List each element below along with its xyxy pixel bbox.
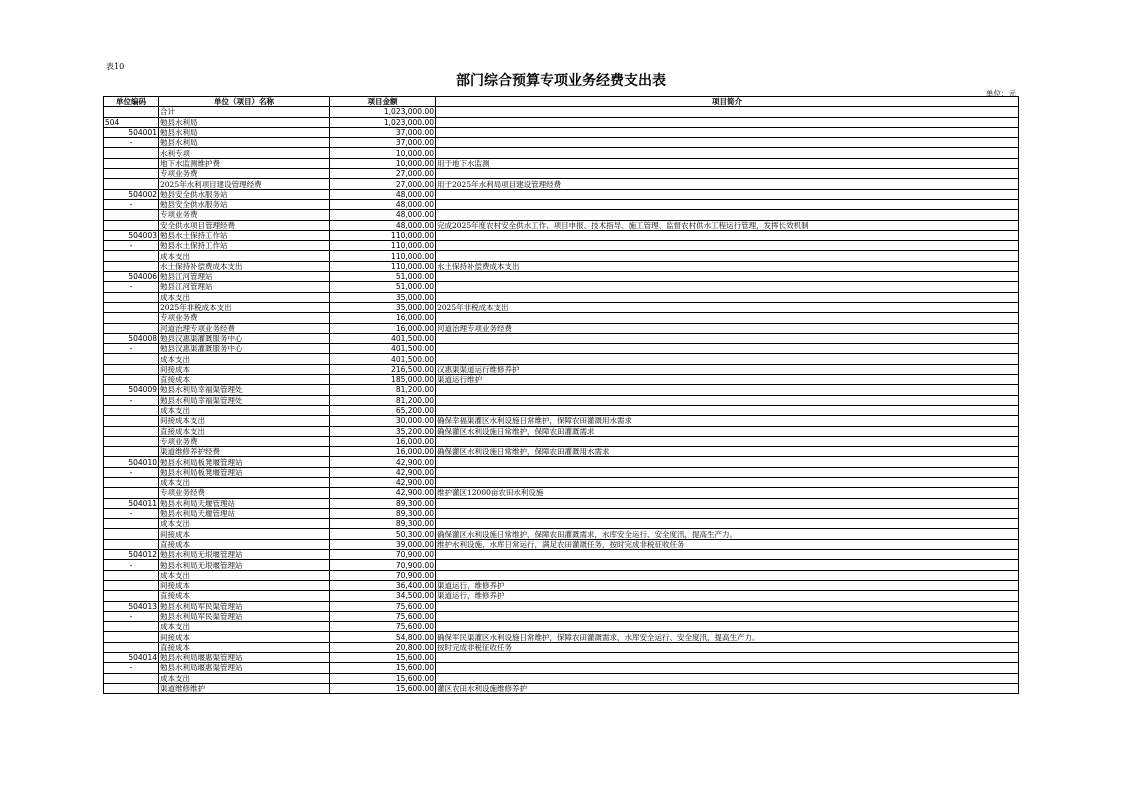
cell-amount: 89,300.00: [330, 498, 436, 508]
cell-name: 直接成本: [159, 539, 330, 549]
table-row: [104, 622, 1019, 632]
cell-name: 成本支出: [159, 477, 330, 487]
table-row: [104, 385, 1019, 395]
cell-name: 勉县水利局: [159, 117, 330, 127]
cell-name: 勉县水利局: [159, 138, 330, 148]
cell-name: 成本支出: [159, 251, 330, 261]
cell-amount: 35,200.00: [330, 426, 436, 436]
cell-desc: 完成2025年度农村安全供水工作、项目申报、技术指导、施工管理、监督农村供水工程运行管理，发挥长效机制: [436, 220, 1019, 230]
cell-name: 水利专项: [159, 148, 330, 158]
cell-amount: 15,600.00: [330, 683, 436, 693]
cell-code: [104, 261, 159, 271]
cell-code: -: [104, 560, 159, 570]
cell-desc: [436, 189, 1019, 199]
cell-desc: [436, 199, 1019, 209]
table-row: [104, 189, 1019, 199]
header-desc: 项目简介: [436, 97, 1019, 107]
cell-name: 勉县汉惠渠灌溉服务中心: [159, 333, 330, 343]
cell-desc: 确保军民渠灌区水利设施日常维护，保障农田灌溉需求，水库安全运行、安全度汛，提高生产力。: [436, 632, 1019, 642]
table-body: [104, 107, 1019, 694]
cell-name: 成本支出: [159, 570, 330, 580]
cell-name: 专项业务费: [159, 210, 330, 220]
cell-code: [104, 570, 159, 580]
cell-code: [104, 447, 159, 457]
table-row: [104, 292, 1019, 302]
cell-amount: 16,000.00: [330, 447, 436, 457]
cell-desc: [436, 354, 1019, 364]
cell-desc: [436, 498, 1019, 508]
cell-code: [104, 179, 159, 189]
cell-code: 504013: [104, 601, 159, 611]
budget-table: [103, 96, 1019, 694]
cell-code: [104, 313, 159, 323]
table-row: [104, 282, 1019, 292]
cell-code: -: [104, 282, 159, 292]
cell-code: 504006: [104, 272, 159, 282]
cell-desc: 水土保持补偿费成本支出: [436, 261, 1019, 271]
table-row: [104, 498, 1019, 508]
cell-amount: 65,200.00: [330, 405, 436, 415]
cell-amount: 16,000.00: [330, 323, 436, 333]
cell-desc: [436, 457, 1019, 467]
cell-amount: 30,000.00: [330, 416, 436, 426]
cell-desc: [436, 272, 1019, 282]
cell-amount: 20,800.00: [330, 642, 436, 652]
cell-desc: [436, 127, 1019, 137]
cell-code: 504003: [104, 230, 159, 240]
table-row: [104, 673, 1019, 683]
cell-name: 安全供水项目管理经费: [159, 220, 330, 230]
cell-name: 河道治理专项业务经费: [159, 323, 330, 333]
cell-amount: 48,000.00: [330, 210, 436, 220]
table-row: [104, 642, 1019, 652]
cell-desc: [436, 436, 1019, 446]
table-row: [104, 467, 1019, 477]
cell-name: 勉县水利局堰惠渠管理站: [159, 663, 330, 673]
cell-amount: 75,600.00: [330, 601, 436, 611]
cell-desc: 渠道运行维护: [436, 375, 1019, 385]
cell-amount: 37,000.00: [330, 127, 436, 137]
cell-name: 专项业务费: [159, 169, 330, 179]
cell-name: 成本支出: [159, 622, 330, 632]
cell-desc: [436, 570, 1019, 580]
cell-amount: 51,000.00: [330, 272, 436, 282]
cell-amount: 216,500.00: [330, 364, 436, 374]
cell-desc: [436, 292, 1019, 302]
cell-code: [104, 323, 159, 333]
table-row: [104, 426, 1019, 436]
table-row: [104, 653, 1019, 663]
table-row: [104, 395, 1019, 405]
cell-amount: 15,600.00: [330, 673, 436, 683]
cell-code: 504002: [104, 189, 159, 199]
table-row: [104, 127, 1019, 137]
table-row: [104, 364, 1019, 374]
cell-amount: 48,000.00: [330, 189, 436, 199]
header-name: 单位（项目）名称: [159, 97, 330, 107]
unit-label: 单位：元: [986, 89, 1016, 98]
cell-name: 勉县水利局幸福渠管理处: [159, 385, 330, 395]
cell-amount: 35,000.00: [330, 292, 436, 302]
cell-amount: 48,000.00: [330, 220, 436, 230]
cell-amount: 1,023,000.00: [330, 117, 436, 127]
header-row: [104, 97, 1019, 107]
table-row: [104, 344, 1019, 354]
cell-amount: 42,900.00: [330, 457, 436, 467]
cell-name: 直接成本: [159, 642, 330, 652]
cell-code: 504010: [104, 457, 159, 467]
cell-name: 成本支出: [159, 405, 330, 415]
cell-code: [104, 364, 159, 374]
cell-code: [104, 107, 159, 117]
cell-desc: [436, 653, 1019, 663]
cell-name: 专项业务费: [159, 436, 330, 446]
cell-desc: 确保灌区水利设施日常维护，保障农田灌溉用水需求: [436, 447, 1019, 457]
cell-desc: 灌区农田水利设施维修养护: [436, 683, 1019, 693]
cell-name: 勉县水利局无垠堰管理站: [159, 560, 330, 570]
cell-desc: 维护水利设施、水库日常运行，满足农田灌溉任务，按时完成非税征收任务: [436, 539, 1019, 549]
cell-amount: 42,900.00: [330, 467, 436, 477]
cell-name: 勉县水利局军民渠管理站: [159, 611, 330, 621]
cell-desc: [436, 405, 1019, 415]
cell-code: [104, 673, 159, 683]
table-row: [104, 539, 1019, 549]
cell-name: 勉县安全供水服务站: [159, 199, 330, 209]
table-row: [104, 272, 1019, 282]
cell-desc: [436, 210, 1019, 220]
cell-amount: 81,200.00: [330, 395, 436, 405]
cell-code: [104, 622, 159, 632]
cell-desc: [436, 148, 1019, 158]
cell-name: 成本支出: [159, 673, 330, 683]
cell-code: [104, 416, 159, 426]
cell-code: [104, 426, 159, 436]
table-row: [104, 117, 1019, 127]
cell-code: 504: [104, 117, 159, 127]
table-row: [104, 241, 1019, 251]
cell-amount: 15,600.00: [330, 653, 436, 663]
cell-name: 勉县江河管理站: [159, 272, 330, 282]
cell-code: [104, 436, 159, 446]
cell-code: 504014: [104, 653, 159, 663]
cell-desc: [436, 169, 1019, 179]
cell-name: 勉县水利局天堰管理站: [159, 498, 330, 508]
table-row: [104, 529, 1019, 539]
table-row: [104, 416, 1019, 426]
cell-amount: 16,000.00: [330, 313, 436, 323]
cell-code: [104, 519, 159, 529]
cell-amount: 35,000.00: [330, 302, 436, 312]
cell-desc: [436, 508, 1019, 518]
page-label: 表10: [106, 62, 125, 71]
cell-name: 间接成本: [159, 580, 330, 590]
cell-amount: 70,900.00: [330, 560, 436, 570]
cell-code: [104, 169, 159, 179]
table-row: [104, 333, 1019, 343]
cell-amount: 10,000.00: [330, 148, 436, 158]
cell-code: [104, 632, 159, 642]
cell-desc: [436, 313, 1019, 323]
cell-amount: 110,000.00: [330, 261, 436, 271]
cell-desc: [436, 467, 1019, 477]
cell-amount: 89,300.00: [330, 508, 436, 518]
cell-name: 勉县江河管理站: [159, 282, 330, 292]
cell-desc: [436, 395, 1019, 405]
cell-desc: 按时完成非税征收任务: [436, 642, 1019, 652]
cell-desc: [436, 333, 1019, 343]
cell-name: 直接成本: [159, 591, 330, 601]
cell-amount: 110,000.00: [330, 251, 436, 261]
cell-name: 合计: [159, 107, 330, 117]
cell-name: 勉县水利局无垠堰管理站: [159, 550, 330, 560]
cell-desc: 河道治理专项业务经费: [436, 323, 1019, 333]
cell-desc: [436, 107, 1019, 117]
cell-desc: [436, 117, 1019, 127]
table-row: [104, 447, 1019, 457]
cell-desc: [436, 241, 1019, 251]
table-row: [104, 477, 1019, 487]
table-row: [104, 199, 1019, 209]
table-row: [104, 560, 1019, 570]
cell-amount: 36,400.00: [330, 580, 436, 590]
cell-code: -: [104, 344, 159, 354]
cell-name: 间接成本支出: [159, 416, 330, 426]
cell-name: 2025年水利项目建设管理经费: [159, 179, 330, 189]
cell-code: -: [104, 138, 159, 148]
cell-desc: [436, 385, 1019, 395]
cell-amount: 48,000.00: [330, 199, 436, 209]
cell-amount: 37,000.00: [330, 138, 436, 148]
cell-amount: 70,900.00: [330, 570, 436, 580]
table-row: [104, 580, 1019, 590]
cell-code: 504012: [104, 550, 159, 560]
table-row: [104, 405, 1019, 415]
header-code: 单位编码: [104, 97, 159, 107]
cell-name: 成本支出: [159, 519, 330, 529]
cell-amount: 185,000.00: [330, 375, 436, 385]
cell-code: [104, 210, 159, 220]
cell-name: 成本支出: [159, 354, 330, 364]
table-row: [104, 632, 1019, 642]
cell-name: 直接成本支出: [159, 426, 330, 436]
cell-name: 渠道维修维护: [159, 683, 330, 693]
cell-desc: 渠道运行，维修养护: [436, 580, 1019, 590]
cell-name: 间接成本: [159, 632, 330, 642]
cell-amount: 39,000.00: [330, 539, 436, 549]
table-row: [104, 261, 1019, 271]
cell-code: 504008: [104, 333, 159, 343]
cell-desc: [436, 663, 1019, 673]
cell-name: 勉县水利局军民渠管理站: [159, 601, 330, 611]
cell-code: [104, 642, 159, 652]
cell-amount: 16,000.00: [330, 436, 436, 446]
table-row: [104, 251, 1019, 261]
table-row: [104, 158, 1019, 168]
cell-amount: 27,000.00: [330, 179, 436, 189]
cell-code: [104, 580, 159, 590]
cell-name: 勉县水利局幸福渠管理处: [159, 395, 330, 405]
cell-desc: [436, 611, 1019, 621]
cell-code: [104, 220, 159, 230]
cell-code: -: [104, 508, 159, 518]
cell-name: 间接成本: [159, 529, 330, 539]
cell-name: 勉县水利局天堰管理站: [159, 508, 330, 518]
cell-code: [104, 292, 159, 302]
cell-code: [104, 375, 159, 385]
table-row: [104, 230, 1019, 240]
cell-name: 勉县水利局堰惠渠管理站: [159, 653, 330, 663]
cell-name: 勉县水土保持工作站: [159, 241, 330, 251]
table-row: [104, 663, 1019, 673]
cell-name: 勉县安全供水服务站: [159, 189, 330, 199]
cell-desc: 确保灌区水利设施日常维护，保障农田灌溉需求: [436, 426, 1019, 436]
cell-name: 间接成本: [159, 364, 330, 374]
cell-desc: 2025年非税成本支出: [436, 302, 1019, 312]
cell-code: [104, 539, 159, 549]
cell-amount: 81,200.00: [330, 385, 436, 395]
cell-desc: 确保灌区水利设施日常维护，保障农田灌溉需求，水库安全运行、安全度汛，提高生产力。: [436, 529, 1019, 539]
cell-amount: 50,300.00: [330, 529, 436, 539]
cell-code: [104, 405, 159, 415]
page-title: 部门综合预算专项业务经费支出表: [456, 73, 666, 89]
table-row: [104, 611, 1019, 621]
table-row: [104, 138, 1019, 148]
cell-code: 504009: [104, 385, 159, 395]
cell-amount: 401,500.00: [330, 354, 436, 364]
cell-desc: [436, 251, 1019, 261]
cell-name: 专项业务经费: [159, 488, 330, 498]
cell-desc: 维护灌区12000亩农田水利设施: [436, 488, 1019, 498]
table-row: [104, 508, 1019, 518]
cell-desc: [436, 138, 1019, 148]
cell-amount: 42,900.00: [330, 488, 436, 498]
cell-desc: [436, 560, 1019, 570]
cell-desc: 确保幸福渠灌区水利设施日常维护，保障农田灌溉用水需求: [436, 416, 1019, 426]
table-row: [104, 591, 1019, 601]
cell-amount: 110,000.00: [330, 230, 436, 240]
cell-code: -: [104, 611, 159, 621]
cell-desc: [436, 550, 1019, 560]
cell-name: 水土保持补偿费成本支出: [159, 261, 330, 271]
table-row: [104, 179, 1019, 189]
cell-name: 直接成本: [159, 375, 330, 385]
cell-desc: 用于地下水监测: [436, 158, 1019, 168]
cell-amount: 34,500.00: [330, 591, 436, 601]
cell-desc: 渠道运行，维修养护: [436, 591, 1019, 601]
table-row: [104, 683, 1019, 693]
table-row: [104, 210, 1019, 220]
cell-amount: 51,000.00: [330, 282, 436, 292]
cell-code: [104, 529, 159, 539]
cell-desc: 用于2025年水利局项目建设管理经费: [436, 179, 1019, 189]
cell-name: 地下水监测维护费: [159, 158, 330, 168]
table-row: [104, 519, 1019, 529]
cell-amount: 1,023,000.00: [330, 107, 436, 117]
cell-code: 504011: [104, 498, 159, 508]
cell-name: 专项业务费: [159, 313, 330, 323]
cell-amount: 75,600.00: [330, 611, 436, 621]
cell-amount: 10,000.00: [330, 158, 436, 168]
cell-name: 勉县水土保持工作站: [159, 230, 330, 240]
cell-desc: [436, 344, 1019, 354]
table-row: [104, 148, 1019, 158]
cell-code: -: [104, 663, 159, 673]
table-row: [104, 323, 1019, 333]
cell-code: [104, 148, 159, 158]
cell-code: -: [104, 395, 159, 405]
table-row: [104, 601, 1019, 611]
cell-code: [104, 683, 159, 693]
table-row: [104, 550, 1019, 560]
cell-code: [104, 488, 159, 498]
table-row: [104, 436, 1019, 446]
cell-name: 成本支出: [159, 292, 330, 302]
cell-amount: 54,800.00: [330, 632, 436, 642]
cell-code: [104, 354, 159, 364]
table-row: [104, 220, 1019, 230]
cell-code: -: [104, 199, 159, 209]
cell-desc: 汉惠渠渠道运行维修养护: [436, 364, 1019, 374]
cell-code: [104, 158, 159, 168]
cell-desc: [436, 477, 1019, 487]
table-row: [104, 107, 1019, 117]
header-amount: 项目金额: [330, 97, 436, 107]
cell-amount: 15,600.00: [330, 663, 436, 673]
cell-code: -: [104, 241, 159, 251]
cell-amount: 401,500.00: [330, 344, 436, 354]
cell-code: [104, 477, 159, 487]
cell-desc: [436, 282, 1019, 292]
cell-code: [104, 591, 159, 601]
cell-desc: [436, 230, 1019, 240]
cell-name: 勉县汉惠渠灌溉服务中心: [159, 344, 330, 354]
table-row: [104, 457, 1019, 467]
table-row: [104, 375, 1019, 385]
cell-amount: 70,900.00: [330, 550, 436, 560]
cell-code: -: [104, 467, 159, 477]
cell-name: 勉县水利局: [159, 127, 330, 137]
cell-desc: [436, 601, 1019, 611]
table-row: [104, 313, 1019, 323]
cell-desc: [436, 622, 1019, 632]
cell-desc: [436, 673, 1019, 683]
cell-amount: 89,300.00: [330, 519, 436, 529]
cell-desc: [436, 519, 1019, 529]
cell-name: 勉县水利局板凳堰管理站: [159, 457, 330, 467]
table-row: [104, 488, 1019, 498]
cell-amount: 27,000.00: [330, 169, 436, 179]
cell-amount: 42,900.00: [330, 477, 436, 487]
table-row: [104, 302, 1019, 312]
cell-name: 勉县水利局板凳堰管理站: [159, 467, 330, 477]
cell-code: [104, 251, 159, 261]
cell-code: 504001: [104, 127, 159, 137]
cell-name: 渠道维修养护经费: [159, 447, 330, 457]
cell-amount: 75,600.00: [330, 622, 436, 632]
cell-code: [104, 302, 159, 312]
table-row: [104, 169, 1019, 179]
cell-amount: 110,000.00: [330, 241, 436, 251]
cell-amount: 401,500.00: [330, 333, 436, 343]
table-row: [104, 354, 1019, 364]
cell-name: 2025年非税成本支出: [159, 302, 330, 312]
table-row: [104, 570, 1019, 580]
